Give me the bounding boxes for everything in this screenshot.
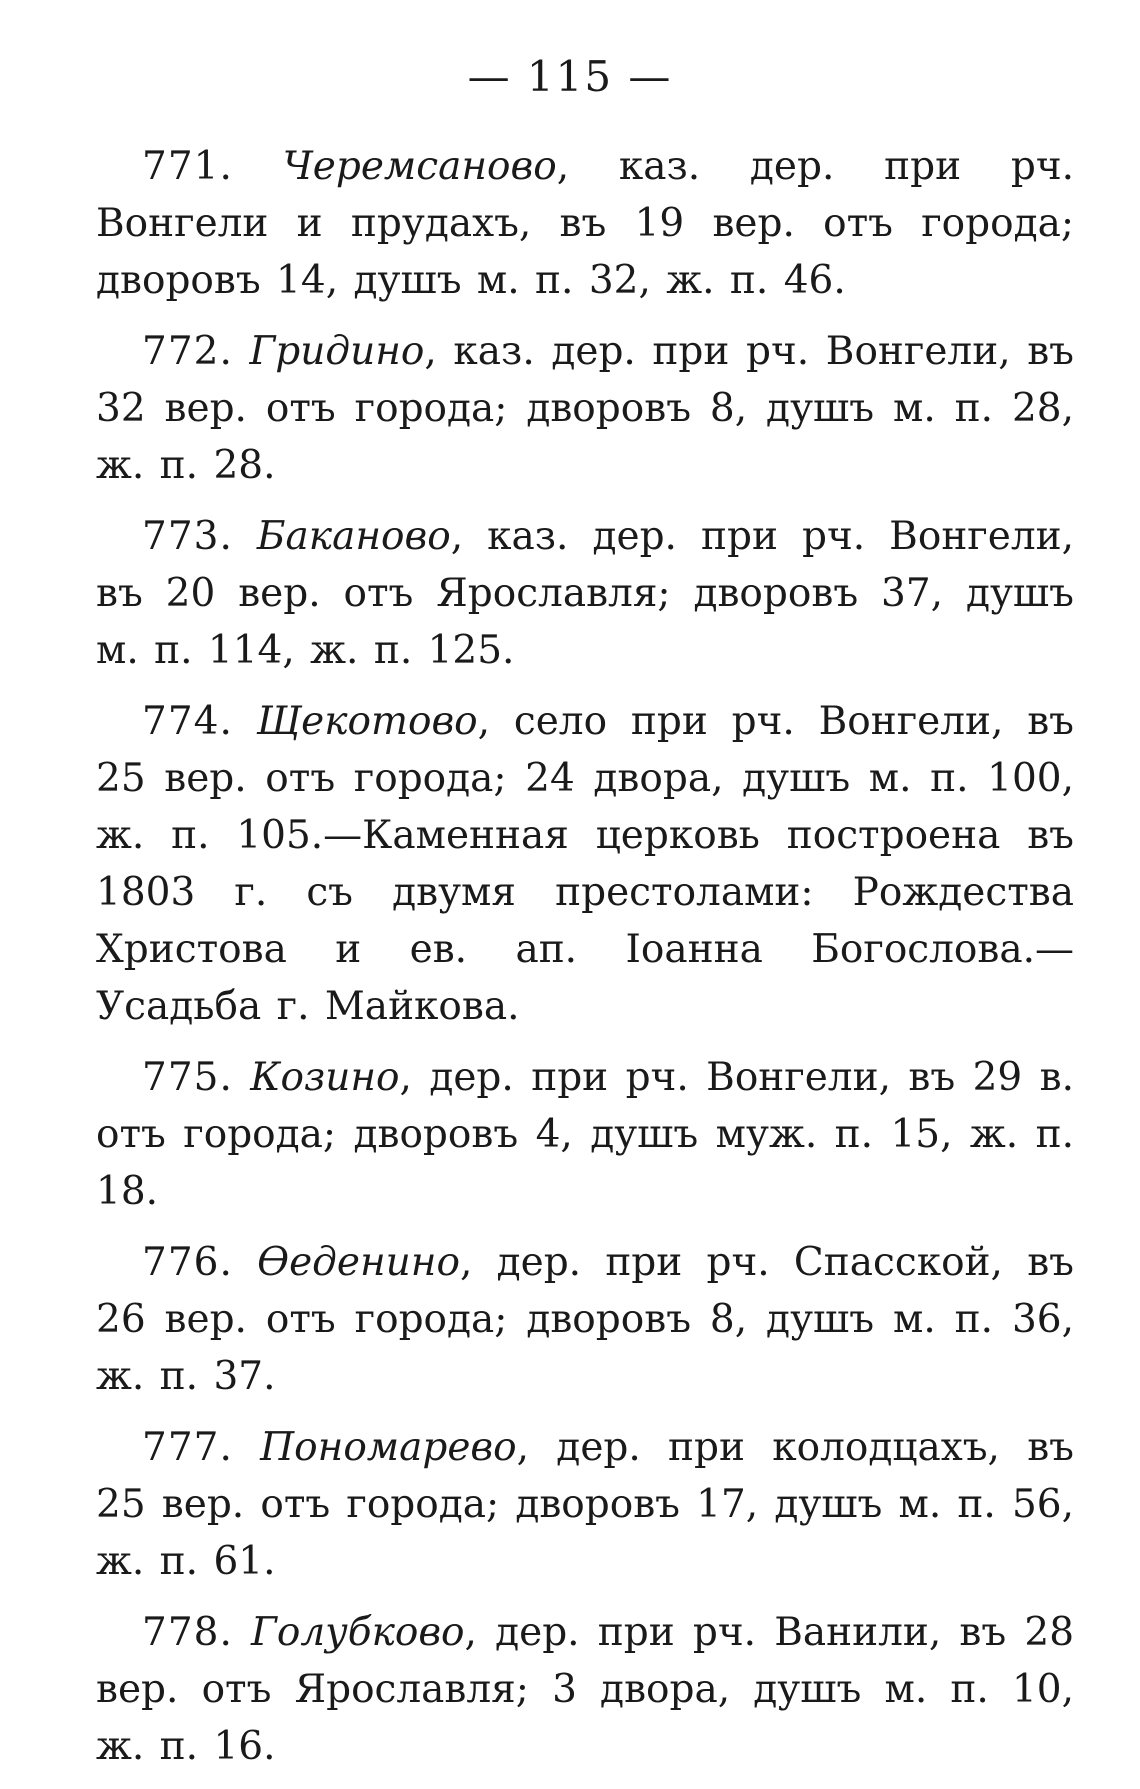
entry-number: 774.	[142, 699, 233, 744]
entry-777	[96, 1419, 1074, 1590]
page-number: — 115 —	[467, 52, 673, 101]
gazetteer-entries	[96, 138, 1074, 1789]
place-name: Черемсаново	[282, 144, 557, 189]
place-name: Голубково	[251, 1610, 465, 1655]
entry-text: , село при рч. Вонгели, въ 25 вер. отъ города; 24 двора, душъ м. п. 100, ж. п. 105.—Каменная церковь построена въ 1803 г. съ двумя престолами: Рождества Христова и ев. ап. Іоанна Богослова.—Усадьба г. Майкова.	[96, 699, 1074, 1029]
entry-text: , дер. при рч. Вонгели, въ 29 в. отъ города; дворовъ 4, душъ муж. п. 15, ж. п. 18.	[96, 1055, 1074, 1214]
entry-773	[96, 508, 1074, 679]
entry-text: , каз. дер. при рч. Вонгели и прудахъ, въ 19 вер. отъ города; дворовъ 14, душъ м. п. 32, ж. п. 46.	[96, 144, 1074, 303]
place-name: Ѳеденино	[257, 1240, 460, 1285]
entry-text: , дер. при рч. Ванили, въ 28 вер. отъ Ярославля; 3 двора, душъ м. п. 10, ж. п. 16.	[96, 1610, 1075, 1769]
entry-778	[96, 1604, 1074, 1775]
place-name: Щекотово	[256, 699, 478, 744]
entry-774	[96, 693, 1074, 1035]
entry-number: 778.	[142, 1610, 233, 1655]
entry-775	[96, 1049, 1074, 1220]
entry-number: 772.	[142, 329, 233, 374]
entry-771	[96, 138, 1074, 309]
place-name: Пономарево	[260, 1425, 517, 1470]
entry-number: 777.	[142, 1425, 233, 1470]
place-name: Козино	[250, 1055, 400, 1100]
entry-text: , дер. при рч. Спасской, въ 26 вер. отъ города; дворовъ 8, душъ м. п. 36, ж. п. 37.	[96, 1240, 1074, 1399]
entry-text: , каз. дер. при рч. Вонгели, въ 32 вер. отъ города; дворовъ 8, душъ м. п. 28, ж. п. 28.	[96, 329, 1074, 488]
entry-number: 776.	[142, 1240, 233, 1285]
entry-number: 773.	[142, 514, 233, 559]
place-name: Гридино	[249, 329, 425, 374]
entry-772	[96, 323, 1074, 494]
entry-text: , дер. при колодцахъ, въ 25 вер. отъ города; дворовъ 17, душъ м. п. 56, ж. п. 61.	[96, 1425, 1074, 1584]
entry-text: , каз. дер. при рч. Вонгели, въ 20 вер. отъ Ярославля; дворовъ 37, душъ м. п. 114, ж. п. 125.	[96, 514, 1074, 673]
entry-number: 771.	[142, 144, 233, 189]
entry-number: 775.	[142, 1055, 233, 1100]
entry-776	[96, 1234, 1074, 1405]
place-name: Баканово	[256, 514, 451, 559]
